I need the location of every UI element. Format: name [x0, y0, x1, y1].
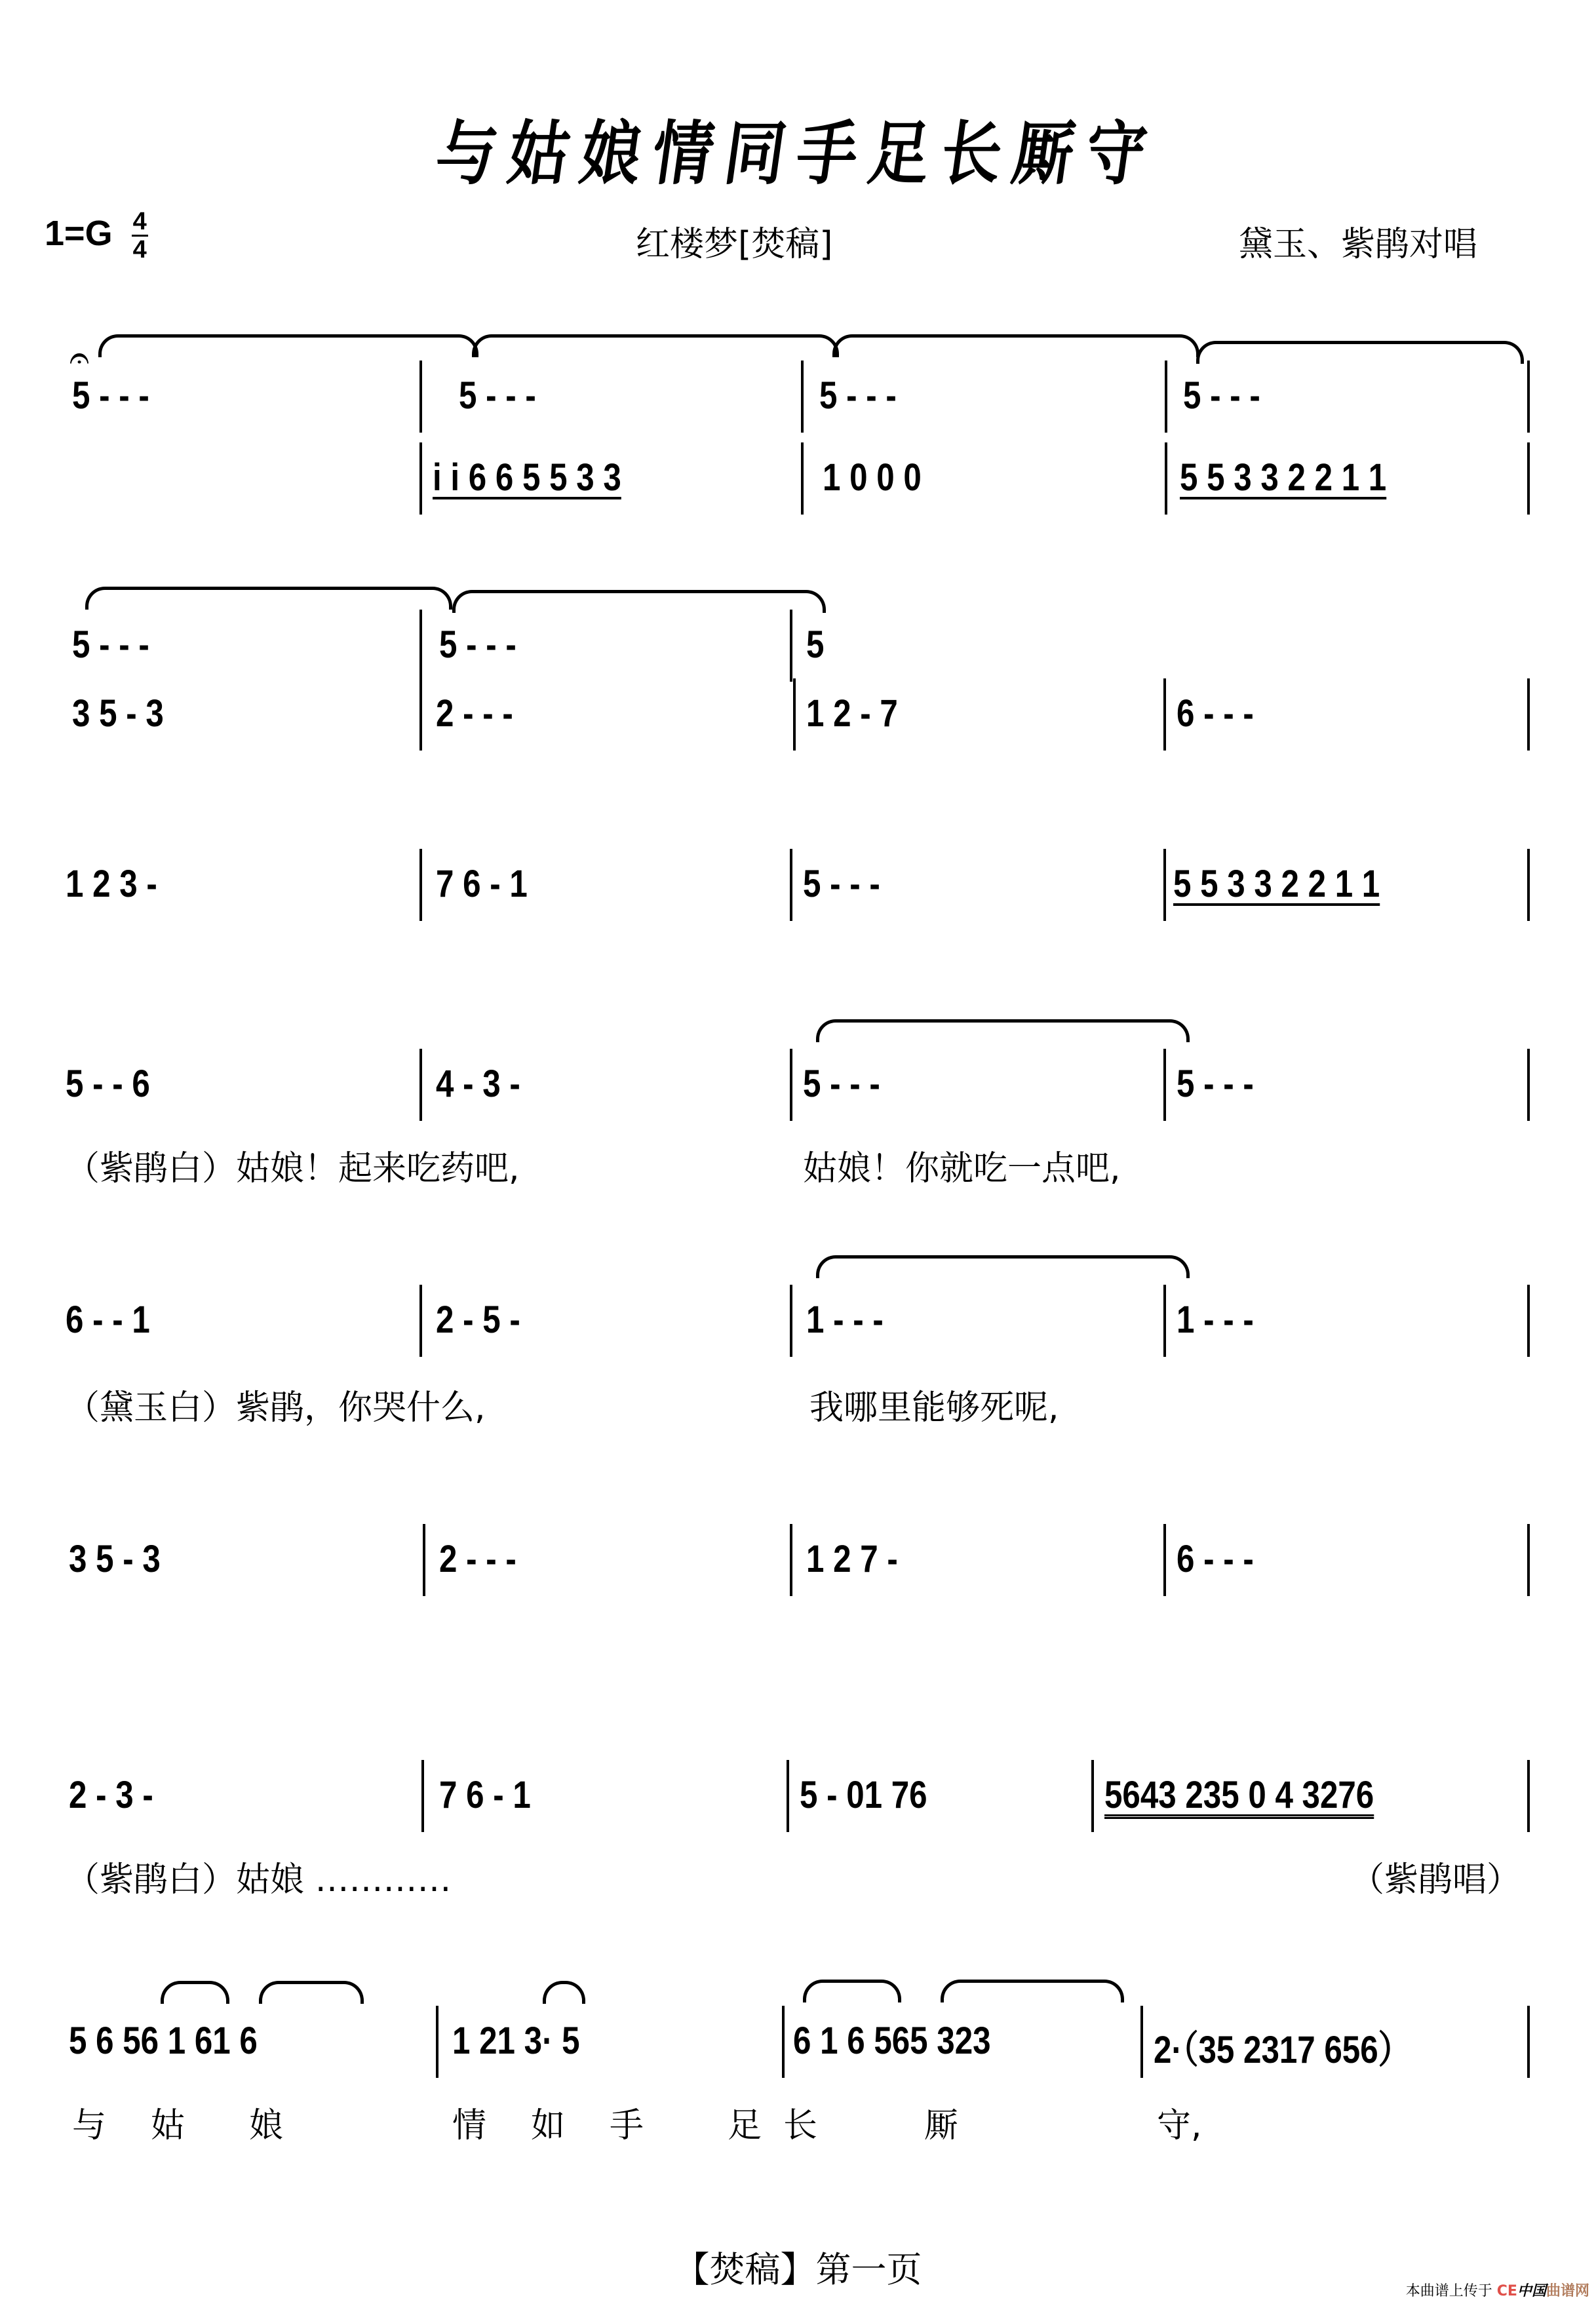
lyric-char: 厮 — [924, 2106, 959, 2145]
barline — [790, 1285, 792, 1357]
dialogue-text: 我哪里能够死呢, — [809, 1388, 1059, 1428]
lyric-char: 如 — [531, 2106, 566, 2145]
measure: 3 5 - 3 — [69, 1538, 161, 1580]
barline — [790, 1524, 792, 1596]
barline — [419, 849, 422, 921]
measure: 5 — [806, 623, 825, 666]
watermark-prefix: 本曲谱上传于 — [1405, 2283, 1492, 2299]
dialogue-text: （黛玉白）紫鹃，你哭什么, — [66, 1388, 486, 1428]
barline — [1527, 1760, 1530, 1832]
tie-mark — [816, 1255, 1190, 1278]
staff-row-2-upper — [0, 623, 1596, 695]
staff-row-3 — [0, 862, 1596, 934]
barline — [419, 1049, 422, 1121]
measure: 1 2 3 - — [66, 863, 157, 905]
barline — [801, 442, 804, 515]
measure: 6 1 6 565 323 — [793, 2020, 991, 2062]
slur-mark — [803, 1980, 901, 2002]
barline — [790, 849, 792, 921]
barline — [1165, 442, 1167, 515]
barline — [1527, 2006, 1530, 2078]
watermark-site-b: 曲谱网 — [1546, 2283, 1589, 2299]
barline — [421, 1760, 424, 1832]
lyric-char: 娘 — [249, 2106, 284, 2145]
barline — [787, 1760, 789, 1832]
tie-mark — [1196, 341, 1524, 364]
watermark-site-a: 中国 — [1517, 2283, 1546, 2299]
barline — [1527, 442, 1530, 515]
lyric-char: 守, — [1157, 2106, 1202, 2145]
barline — [436, 2006, 438, 2078]
measure: 6 - - - — [1177, 1538, 1254, 1580]
measure: 5 - - 6 — [66, 1063, 150, 1105]
barline — [782, 2006, 785, 2078]
staff-row-8 — [0, 2019, 1596, 2091]
barline — [1527, 1524, 1530, 1596]
performers-label: 黛玉、紫鹃对唱 — [1239, 225, 1478, 264]
song-title: 与姑娘情同手足长厮守 — [431, 112, 1164, 195]
fermata-icon: 𝄐 — [69, 338, 90, 378]
measure: 1 21 3· 5 — [452, 2020, 580, 2062]
source-label: 红楼梦[焚稿] — [636, 225, 833, 264]
singer-label: （紫鹃唱） — [1350, 1860, 1521, 1900]
lyric-char: 情 — [452, 2106, 487, 2145]
barline — [1527, 361, 1530, 433]
measure: 5 5 3 3 2 2 1 1 — [1180, 456, 1387, 499]
measure: 1 2 - 7 — [806, 692, 898, 735]
barline — [1163, 1285, 1166, 1357]
barline — [790, 610, 792, 682]
tie-mark — [85, 587, 452, 610]
dialogue-text: 姑娘！你就吃一点吧, — [803, 1149, 1121, 1188]
measure: 2 - 5 - — [436, 1298, 520, 1341]
barline — [1163, 1524, 1166, 1596]
barline — [419, 442, 422, 515]
measure: 6 - - 1 — [66, 1298, 150, 1341]
tie-mark — [832, 334, 1199, 357]
barline — [419, 361, 422, 433]
measure: 5 5 3 3 2 2 1 1 — [1173, 863, 1380, 905]
lyric-char: 长 — [783, 2106, 818, 2145]
barline — [1527, 678, 1530, 751]
measure: 5 - - - — [72, 374, 149, 417]
barline — [1527, 1049, 1530, 1121]
staff-row-1-upper — [0, 374, 1596, 446]
measure: 1 - - - — [1177, 1298, 1254, 1341]
time-signature — [132, 208, 148, 263]
barline — [1140, 2006, 1143, 2078]
staff-row-7 — [0, 1773, 1596, 1845]
measure: 7 6 - 1 — [436, 863, 528, 905]
slur-mark — [161, 1981, 229, 2004]
staff-row-2-lower — [0, 692, 1596, 764]
measure: 5 - - - — [1177, 1063, 1254, 1105]
barline — [1527, 849, 1530, 921]
tie-mark — [816, 1019, 1190, 1042]
measure: 5 - - - — [459, 374, 536, 417]
slur-mark — [543, 1981, 585, 2004]
time-sig-denominator: 4 — [132, 236, 147, 264]
dialogue-text: （紫鹃白）姑娘 ………… — [66, 1860, 452, 1900]
measure: 7 6 - 1 — [439, 1774, 531, 1816]
barline — [790, 1049, 792, 1121]
key-label: 1=G — [45, 213, 113, 253]
barline — [419, 678, 422, 751]
measure: 5 - - - — [439, 623, 516, 666]
measure: 1 2 7 - — [806, 1538, 898, 1580]
barline — [423, 1524, 425, 1596]
lyric-char: 与 — [72, 2106, 107, 2145]
measure: 2 - - - — [436, 692, 513, 735]
dialogue-text: （紫鹃白）姑娘！起来吃药吧, — [66, 1149, 520, 1188]
measure: 2·（35 2317 656） — [1154, 2029, 1411, 2071]
staff-row-6 — [0, 1537, 1596, 1609]
measure: 2 - 3 - — [69, 1774, 153, 1816]
measure: i i 6 6 5 5 3 3 — [433, 456, 621, 499]
barline — [1165, 361, 1167, 433]
measure: 2 - - - — [439, 1538, 516, 1580]
measure: 6 - - - — [1177, 692, 1254, 735]
barline — [801, 361, 804, 433]
measure: 5 - - - — [803, 863, 880, 905]
measure: 5 - - - — [1183, 374, 1260, 417]
lyric-char: 姑 — [151, 2106, 185, 2145]
staff-row-1-lower — [0, 456, 1596, 528]
measure: 3 5 - 3 — [72, 692, 164, 735]
lyric-char: 手 — [610, 2106, 644, 2145]
measure: 1 - - - — [806, 1298, 884, 1341]
measure: 5 - 01 76 — [800, 1774, 927, 1816]
barline — [1163, 1049, 1166, 1121]
watermark — [1406, 2280, 1589, 2300]
measure: 4 - 3 - — [436, 1063, 520, 1105]
barline — [1091, 1760, 1094, 1832]
barline — [1163, 678, 1166, 751]
measure: 5 6 56 1 61 6 — [69, 2020, 258, 2062]
measure: 5 - - - — [803, 1063, 880, 1105]
barline — [1163, 849, 1166, 921]
barline — [793, 678, 796, 751]
page-label: 【焚稿】第一页 — [674, 2249, 922, 2290]
slur-mark — [259, 1981, 364, 2004]
slur-mark — [941, 1980, 1124, 2002]
barline — [1527, 1285, 1530, 1357]
key-signature — [45, 208, 148, 263]
measure: 5 - - - — [819, 374, 897, 417]
time-sig-numerator: 4 — [132, 208, 147, 235]
tie-mark — [98, 334, 478, 357]
staff-row-4 — [0, 1062, 1596, 1134]
tie-mark — [472, 334, 839, 357]
lyric-char: 足 — [728, 2106, 762, 2145]
site-logo-icon: CE — [1496, 2283, 1517, 2299]
measure: 5643 235 0 4 3276 — [1104, 1774, 1374, 1816]
barline — [419, 610, 422, 682]
tie-mark — [452, 590, 826, 613]
staff-row-5 — [0, 1298, 1596, 1370]
measure: 5 - - - — [72, 623, 149, 666]
measure: 1 0 0 0 — [823, 456, 922, 499]
barline — [419, 1285, 422, 1357]
